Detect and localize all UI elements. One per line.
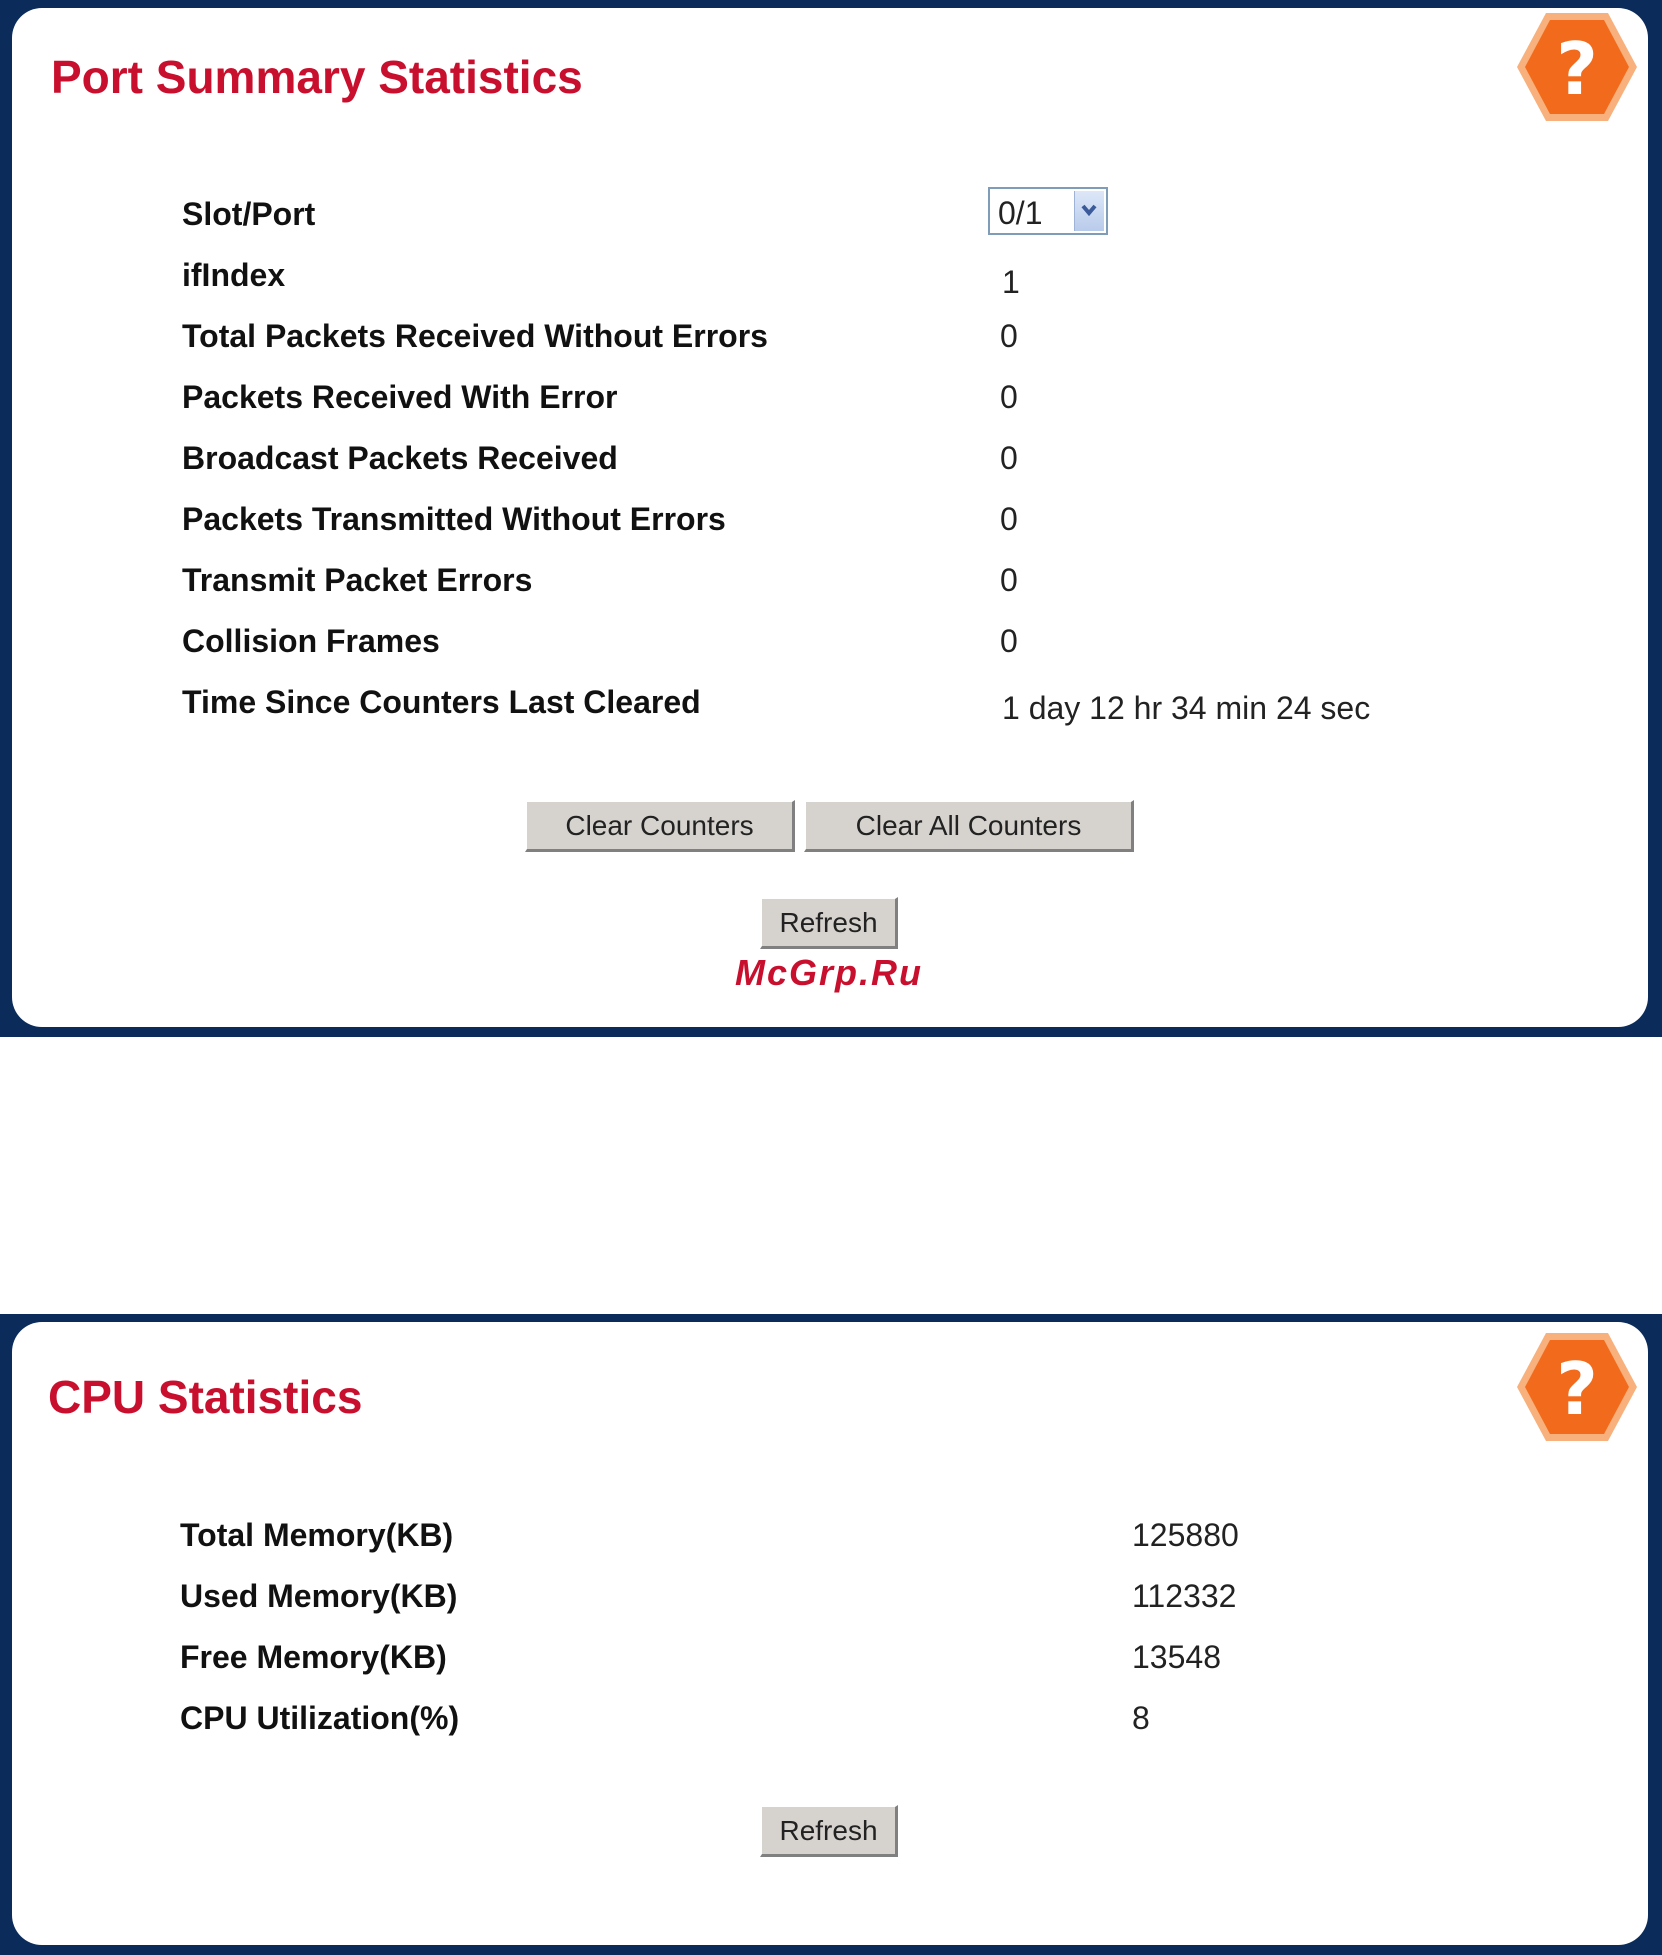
stat-value: 0 [1000,623,1018,659]
slot-port-label: Slot/Port [182,196,316,232]
svg-text:?: ? [1556,1347,1598,1431]
slot-port-select[interactable] [988,187,1108,235]
clear-all-counters-button[interactable]: Clear All Counters [804,800,1134,852]
stat-value: 0 [1000,379,1018,415]
stat-label: Packets Received With Error [182,379,618,415]
stat-label: Total Packets Received Without Errors [182,318,768,354]
stat-label: Collision Frames [182,623,440,659]
cpu-statistics-title: CPU Statistics [48,1371,363,1423]
slot-port-selected-value: 0/1 [998,195,1043,231]
stat-value: 0 [1000,562,1018,598]
time-since-cleared-value: 1 day 12 hr 34 min 24 sec [1002,690,1371,726]
stat-label: Time Since Counters Last Cleared [182,684,701,720]
stat-value: 0 [1000,440,1018,476]
help-question-icon[interactable] [1515,1330,1639,1444]
chevron-down-icon[interactable] [1074,191,1104,231]
cpu-refresh-button[interactable]: Refresh [760,1805,898,1857]
cpu-stat-value: 13548 [1132,1639,1221,1675]
stat-label: ifIndex [182,257,286,293]
stat-value: 1 [1002,264,1020,300]
cpu-stat-label: Used Memory(KB) [180,1578,458,1614]
stat-value: 0 [1000,318,1018,354]
help-question-icon[interactable] [1515,10,1639,124]
port-refresh-button[interactable]: Refresh [760,897,898,949]
cpu-stat-label: Free Memory(KB) [180,1639,447,1675]
cpu-stat-value: 125880 [1132,1517,1239,1553]
stat-label: Broadcast Packets Received [182,440,618,476]
svg-text:?: ? [1556,27,1598,111]
clear-counters-button[interactable]: Clear Counters [525,800,795,852]
cpu-stat-value: 8 [1132,1700,1150,1736]
cpu-stat-label: CPU Utilization(%) [180,1700,460,1736]
cpu-stat-value: 112332 [1132,1578,1237,1614]
stat-value: 0 [1000,501,1018,537]
port-summary-title: Port Summary Statistics [51,51,583,103]
stat-label: Packets Transmitted Without Errors [182,501,726,537]
stat-label: Transmit Packet Errors [182,562,533,598]
watermark-text: McGrp.Ru [735,952,924,993]
cpu-stat-label: Total Memory(KB) [180,1517,454,1553]
